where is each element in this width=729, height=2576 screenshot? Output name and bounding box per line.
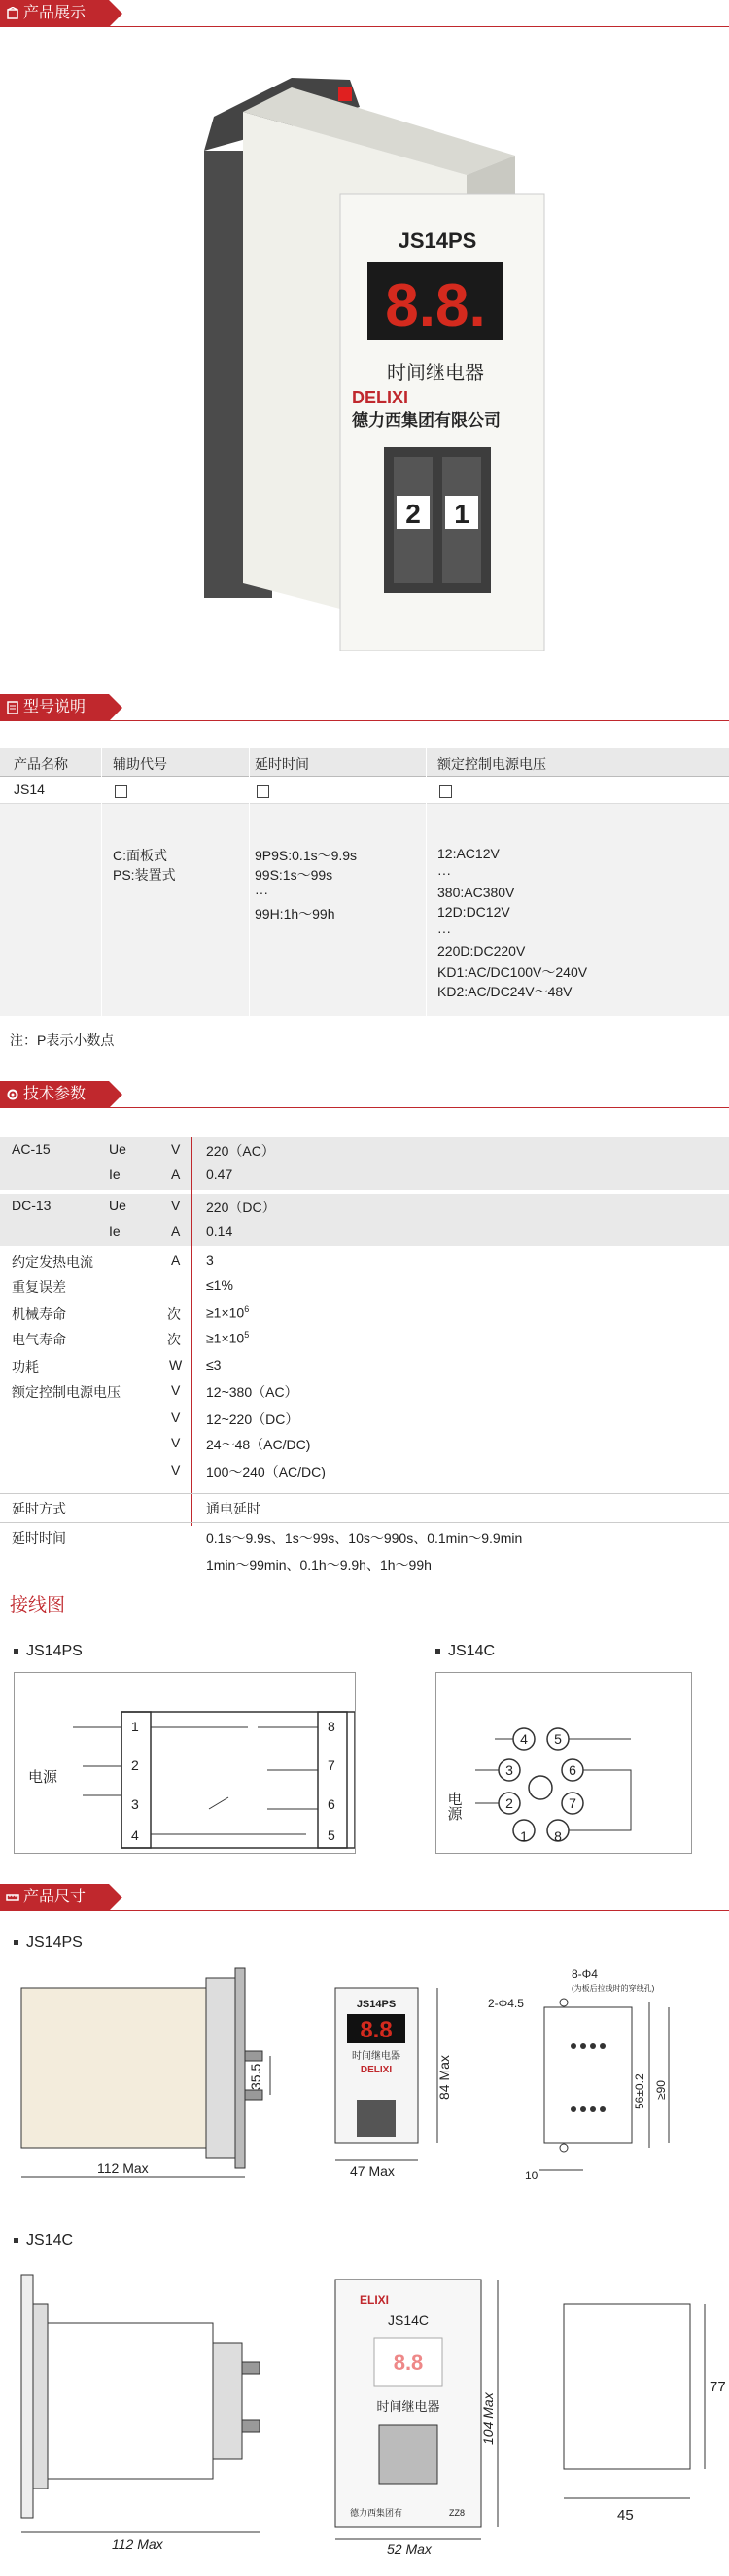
front-brand: DELIXI — [360, 2065, 393, 2075]
ac15-name: AC-15 — [12, 1141, 51, 1157]
param-value: $\ge 1\times 10^6$ — [206, 1305, 250, 1321]
dim-ps-length: 112 Max — [97, 2160, 149, 2176]
pin-label: 1 — [520, 1828, 528, 1844]
dim-ps-front-width: 47 Max — [350, 2163, 395, 2178]
dim-c-length: 112 Max — [112, 2536, 163, 2552]
product-photo — [146, 58, 583, 651]
voltage-item: ··· — [437, 923, 451, 939]
c-front-company: 德力西集团有 — [350, 2508, 403, 2518]
section-header-model-desc — [0, 694, 729, 721]
pin-label: 3 — [505, 1762, 513, 1778]
param-unit: W — [169, 1357, 183, 1373]
dim-cut-width: 45 — [617, 2507, 634, 2524]
section-header-product-show — [0, 0, 729, 27]
tech-table — [0, 1137, 729, 1575]
dim-ps-pins: 8-Φ4 — [572, 1967, 598, 1981]
ruler-icon — [6, 1891, 19, 1904]
param-value: 100～240（AC/DC) — [206, 1464, 326, 1479]
voltage-item: 12D:DC12V — [437, 904, 510, 920]
param-value: 3 — [206, 1252, 214, 1268]
param-value: $\ge 1\times 10^5$ — [206, 1330, 250, 1346]
delay-item: 99S:1s～99s — [255, 867, 333, 883]
aux-ps: PS:装置式 — [113, 867, 176, 883]
pin-label: 2 — [131, 1758, 139, 1773]
param-name: 额定控制电源电压 — [12, 1384, 121, 1400]
pin-label: 7 — [328, 1758, 335, 1773]
photo-brand: DELIXI — [352, 388, 409, 407]
pin-label: 7 — [569, 1795, 576, 1811]
checkbox-voltage — [439, 785, 452, 798]
dim-ps-10: 10 — [525, 2169, 538, 2182]
svg-text:8.8: 8.8 — [360, 2017, 393, 2043]
photo-name: 时间继电器 — [387, 363, 484, 384]
header-voltage: 额定控制电源电压 — [437, 756, 546, 772]
dimension-drawing-js14ps — [0, 1964, 729, 2197]
pin-label: 8 — [554, 1828, 562, 1844]
product-name-value: JS14 — [14, 782, 45, 797]
param-symbol: Ue — [109, 1141, 126, 1157]
c-front-brand: ELIXI — [360, 2293, 390, 2307]
voltage-item: 220D:DC220V — [437, 943, 526, 958]
header-product-name: 产品名称 — [14, 756, 68, 772]
param-value: 220（DC） — [206, 1200, 276, 1215]
dim-ps-front-height: 84 Max — [436, 2055, 452, 2100]
photo-display: 8.8. — [385, 272, 486, 339]
pin-label: 3 — [131, 1796, 139, 1812]
pin-label: 4 — [131, 1828, 139, 1843]
model-note: 注：P表示小数点 — [10, 1032, 115, 1048]
param-unit: V — [171, 1382, 181, 1398]
aux-c: C:面板式 — [113, 848, 167, 863]
dim-ps-hole: 2-Φ4.5 — [488, 1997, 524, 2010]
param-unit: A — [171, 1223, 181, 1238]
param-value: 0.14 — [206, 1223, 233, 1238]
dim-c-front-width: 52 Max — [387, 2541, 432, 2557]
param-value: 0.47 — [206, 1166, 233, 1182]
dc13-name: DC-13 — [12, 1198, 52, 1213]
dim-ps-height: 35.5 — [248, 2063, 263, 2090]
param-value: 12~220（DC） — [206, 1411, 299, 1427]
voltage-item: KD1:AC/DC100V～240V — [437, 964, 588, 980]
param-symbol: Ie — [109, 1223, 121, 1238]
param-symbol: Ie — [109, 1166, 121, 1182]
pin-label: 6 — [328, 1796, 335, 1812]
pin-label: 2 — [505, 1795, 513, 1811]
header-aux-code: 辅助代号 — [113, 756, 167, 772]
section-title: 技术参数 — [23, 1086, 87, 1102]
photo-dial-left: 2 — [405, 499, 421, 529]
checkbox-delay — [257, 785, 269, 798]
param-unit: V — [171, 1198, 181, 1213]
dim-c-front-height: 104 Max — [480, 2392, 496, 2445]
photo-dial-right: 1 — [454, 499, 469, 529]
wiring-title: 接线图 — [10, 1595, 66, 1616]
section-title: 型号说明 — [23, 699, 87, 715]
dim-ps-pin-note: (为板后拉线时的穿线孔) — [572, 1984, 655, 1993]
pin-label: 5 — [554, 1731, 562, 1747]
param-name: 延时时间 — [12, 1530, 66, 1546]
cube-icon — [6, 7, 19, 20]
param-unit: A — [171, 1166, 181, 1182]
param-name: 延时方式 — [12, 1501, 66, 1516]
section-title: 产品尺寸 — [23, 1889, 87, 1905]
param-unit: 次 — [167, 1332, 181, 1347]
photo-company: 德力西集团有限公司 — [352, 411, 501, 430]
dim-ps-56: 56±0.2 — [633, 2073, 646, 2109]
wiring-diagram-js14ps — [14, 1672, 356, 1854]
param-unit: V — [171, 1462, 181, 1478]
param-unit: V — [171, 1410, 181, 1425]
model-table — [0, 748, 729, 1016]
wiring-left-title: JS14PS — [14, 1643, 83, 1660]
section-title: 产品展示 — [23, 5, 87, 21]
gear-icon — [6, 1088, 19, 1101]
param-name: 约定发热电流 — [12, 1254, 93, 1270]
section-header-tech-params — [0, 1081, 729, 1108]
pin-label: 1 — [131, 1719, 139, 1734]
c-front-code: ZZ8 — [449, 2508, 466, 2518]
photo-model-label: JS14PS — [398, 228, 477, 253]
pin-label: 5 — [328, 1828, 335, 1843]
param-value: 24～48（AC/DC) — [206, 1437, 311, 1452]
front-model: JS14PS — [356, 1999, 397, 2010]
c-front-model: JS14C — [387, 2313, 430, 2328]
param-unit: 次 — [167, 1306, 181, 1322]
param-unit: V — [171, 1141, 181, 1157]
checkbox-aux — [115, 785, 127, 798]
wiring-diagram-js14c — [435, 1672, 692, 1854]
size-js14c-title: JS14C — [14, 2232, 73, 2249]
header-delay-time: 延时时间 — [255, 756, 309, 772]
param-value: 12~380（AC） — [206, 1384, 298, 1400]
pin-label: 4 — [520, 1731, 528, 1747]
power-label: 电源 — [28, 1769, 58, 1786]
voltage-item: 380:AC380V — [437, 885, 515, 900]
delay-item: ··· — [255, 885, 268, 900]
param-value: 通电延时 — [206, 1501, 260, 1516]
dim-ps-90: ≥90 — [654, 2080, 668, 2100]
section-header-product-size — [0, 1884, 729, 1911]
voltage-item: 12:AC12V — [437, 846, 500, 861]
param-name: 重复误差 — [12, 1279, 66, 1295]
voltage-item: ··· — [437, 865, 451, 881]
wiring-right-title: JS14C — [435, 1643, 495, 1660]
param-name: 电气寿命 — [12, 1332, 66, 1347]
delay-item: 99H:1h～99h — [255, 906, 335, 922]
front-name: 时间继电器 — [352, 2051, 400, 2062]
param-value: ≤3 — [206, 1357, 222, 1373]
param-unit: V — [171, 1435, 181, 1450]
param-name: 功耗 — [12, 1359, 39, 1375]
dimension-drawing-js14c — [0, 2265, 729, 2557]
param-value: 1min～99min、0.1h～9.9h、1h～99h — [206, 1557, 432, 1573]
param-unit: A — [171, 1252, 181, 1268]
size-js14ps-title: JS14PS — [14, 1934, 83, 1952]
param-value: 220（AC） — [206, 1143, 275, 1159]
param-symbol: Ue — [109, 1198, 126, 1213]
param-name: 机械寿命 — [12, 1306, 66, 1322]
dim-cut-height: 77 — [710, 2379, 726, 2395]
pin-label: 6 — [569, 1762, 576, 1778]
svg-text:8.8: 8.8 — [393, 2350, 424, 2375]
param-value: ≤1% — [206, 1277, 233, 1293]
c-front-name: 时间继电器 — [376, 2399, 440, 2414]
document-icon — [6, 701, 19, 714]
delay-item: 9P9S:0.1s～9.9s — [255, 848, 358, 863]
power-label: 电源 — [445, 1792, 463, 1821]
voltage-item: KD2:AC/DC24V～48V — [437, 984, 573, 999]
pin-label: 8 — [328, 1719, 335, 1734]
param-value: 0.1s～9.9s、1s～99s、10s～990s、0.1min～9.9min — [206, 1530, 523, 1546]
